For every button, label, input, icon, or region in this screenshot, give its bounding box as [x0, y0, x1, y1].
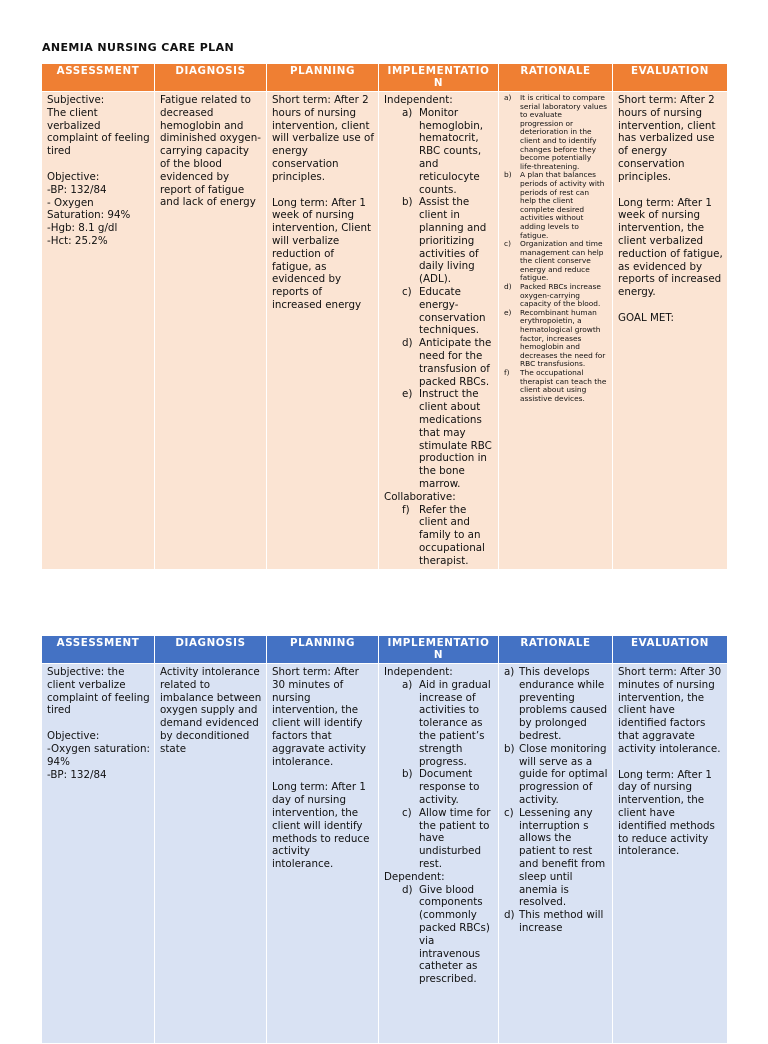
goal-status: GOAL MET:: [618, 311, 674, 324]
assessment-cell: [42, 92, 155, 570]
diagnosis-text: Fatigue related to decreased hemoglobin and diminished oxygen-carrying capacity of the blood evidenced by report of fatigue and lack of energy: [160, 94, 261, 209]
dependent-interventions: [384, 884, 494, 986]
list-item: c) Organization and time management can help the client conserve energy and reduce fatigue.: [504, 239, 604, 283]
rationale-cell: [499, 92, 613, 570]
list-item: f) The occupational therapist can teach the client about using assistive devices.: [504, 368, 607, 403]
short-term-goal: Short term: After 2 hours of nursing intervention, client will verbalize use of energy conservation principles.: [272, 94, 378, 183]
care-plan-table-fatigue: [41, 63, 728, 570]
header-evaluation: EVALUATION: [613, 636, 728, 664]
planning-cell: [267, 664, 379, 1044]
list-item: e) Instruct the client about medications that may stimulate RBC production in the bone marrow.: [402, 388, 492, 490]
list-item: a) Monitor hemoglobin, hematocrit, RBC counts, and reticulocyte counts.: [402, 106, 484, 196]
short-term-goal: Short term: After 30 minutes of nursing intervention, the client will identify factors that aggravate activity intolerance.: [272, 666, 370, 768]
independent-label: Independent:: [384, 666, 453, 678]
list-item: f) Refer the client and family to an occupational therapist.: [402, 503, 485, 567]
rationale-list: [504, 666, 608, 935]
table-header-row: [42, 64, 728, 92]
care-plan-table-activity-intolerance: [41, 635, 728, 1044]
header-assessment: ASSESSMENT: [42, 64, 155, 92]
list-item: a) This develops endurance while preventing problems caused by prolonged bedrest.: [504, 666, 607, 742]
planning-cell: [267, 92, 379, 570]
subjective-data: Subjective: The client verbalized complaint of feeling tired: [47, 94, 150, 158]
assessment-cell: [42, 664, 155, 1044]
list-item: a) It is critical to compare serial laboratory values to evaluate progression or deterioration in the client and to identify changes before they become potentially life-threatening.: [504, 93, 608, 171]
long-term-evaluation: Long term: After 1 week of nursing intervention, the client verbalized reduction of fatigue, as evidenced by reports of increased energy.: [618, 196, 727, 299]
list-item: c) Lessening any interruption s allows the patient to rest and benefit from sleep until anemia is resolved.: [504, 806, 606, 909]
subjective-data: Subjective: the client verbalize complaint of feeling tired: [47, 666, 153, 717]
long-term-evaluation: Long term: After 1 day of nursing intervention, the client have identified methods to reduce activity intolerance.: [618, 768, 719, 858]
header-rationale: RATIONALE: [499, 636, 613, 664]
header-assessment: ASSESSMENT: [42, 636, 155, 664]
long-term-goal: Long term: After 1 day of nursing intervention, the client will identify methods to reduce activity intolerance.: [272, 781, 373, 871]
diagnosis-cell: [155, 664, 267, 1044]
evaluation-cell: [613, 92, 728, 570]
header-evaluation: EVALUATION: [613, 64, 728, 92]
header-diagnosis: DIAGNOSIS: [155, 636, 267, 664]
long-term-goal: Long term: After 1 week of nursing intervention, Client will verbalize reduction of fatigue, as evidenced by reports of increased energy: [272, 196, 375, 311]
implementation-cell: [379, 664, 499, 1044]
list-item: d) Give blood components (commonly packed RBCs) via intravenous catheter as prescribed.: [402, 883, 490, 986]
list-item: e) Recombinant human erythropoietin, a hematological growth factor, increases hemoglobin and decreases the need for RBC transfusions.: [504, 307, 606, 369]
list-item: b) Document response to activity.: [402, 768, 480, 806]
list-item: b) Close monitoring will serve as a guide for optimal progression of activity.: [504, 742, 608, 806]
independent-interventions: [384, 679, 494, 871]
header-diagnosis: DIAGNOSIS: [155, 64, 267, 92]
header-planning: PLANNING: [267, 636, 379, 664]
short-term-evaluation: Short term: After 30 minutes of nursing intervention, the client have identified factors that aggravate activity intolerance.: [618, 666, 725, 755]
page-title: ANEMIA NURSING CARE PLAN: [42, 41, 235, 54]
list-item: a) Aid in gradual increase of activities to tolerance as the patient’s strength progress.: [402, 678, 491, 768]
list-item: d) This method will increase: [504, 909, 604, 934]
dependent-label: Dependent:: [384, 870, 445, 883]
table-row: [42, 92, 728, 570]
header-implementation: IMPLEMENTATIO N: [379, 636, 499, 664]
collaborative-label: Collaborative:: [384, 490, 456, 503]
collaborative-interventions: [384, 504, 494, 568]
header-rationale: RATIONALE: [499, 64, 613, 92]
evaluation-cell: [613, 664, 728, 1044]
diagnosis-text: Activity intolerance related to imbalance between oxygen supply and demand evidenced by deconditioned state: [160, 666, 265, 755]
table-header-row: [42, 636, 728, 664]
rationale-cell: [499, 664, 613, 1044]
list-item: c) Allow time for the patient to have undisturbed rest.: [402, 806, 491, 870]
diagnosis-cell: [155, 92, 267, 570]
list-item: c) Educate energy-conservation techniques.: [402, 285, 486, 337]
objective-data: Objective: -Oxygen saturation: 94% -BP: 132/84: [47, 730, 150, 781]
list-item: b) Assist the client in planning and prioritizing activities of daily living (ADL).: [402, 196, 487, 286]
table-row: [42, 664, 728, 1044]
list-item: d) Anticipate the need for the transfusion of packed RBCs.: [402, 337, 492, 388]
implementation-cell: [379, 92, 499, 570]
independent-label: Independent:: [384, 94, 453, 106]
header-planning: PLANNING: [267, 64, 379, 92]
rationale-list: [503, 94, 609, 403]
list-item: d) Packed RBCs increase oxygen-carrying capacity of the blood.: [504, 282, 601, 309]
short-term-evaluation: Short term: After 2 hours of nursing intervention, client has verbalized use of energy conservation principles.: [618, 94, 719, 183]
header-implementation: IMPLEMENTATIO N: [379, 64, 499, 92]
independent-interventions: [384, 107, 494, 491]
objective-data: Objective: -BP: 132/84 - Oxygen Saturation: 94% -Hgb: 8.1 g/dl -Hct: 25.2%: [47, 170, 131, 247]
list-item: b) A plan that balances periods of activity with periods of rest can help the client complete desired activities without adding levels to fatigue.: [504, 170, 605, 240]
